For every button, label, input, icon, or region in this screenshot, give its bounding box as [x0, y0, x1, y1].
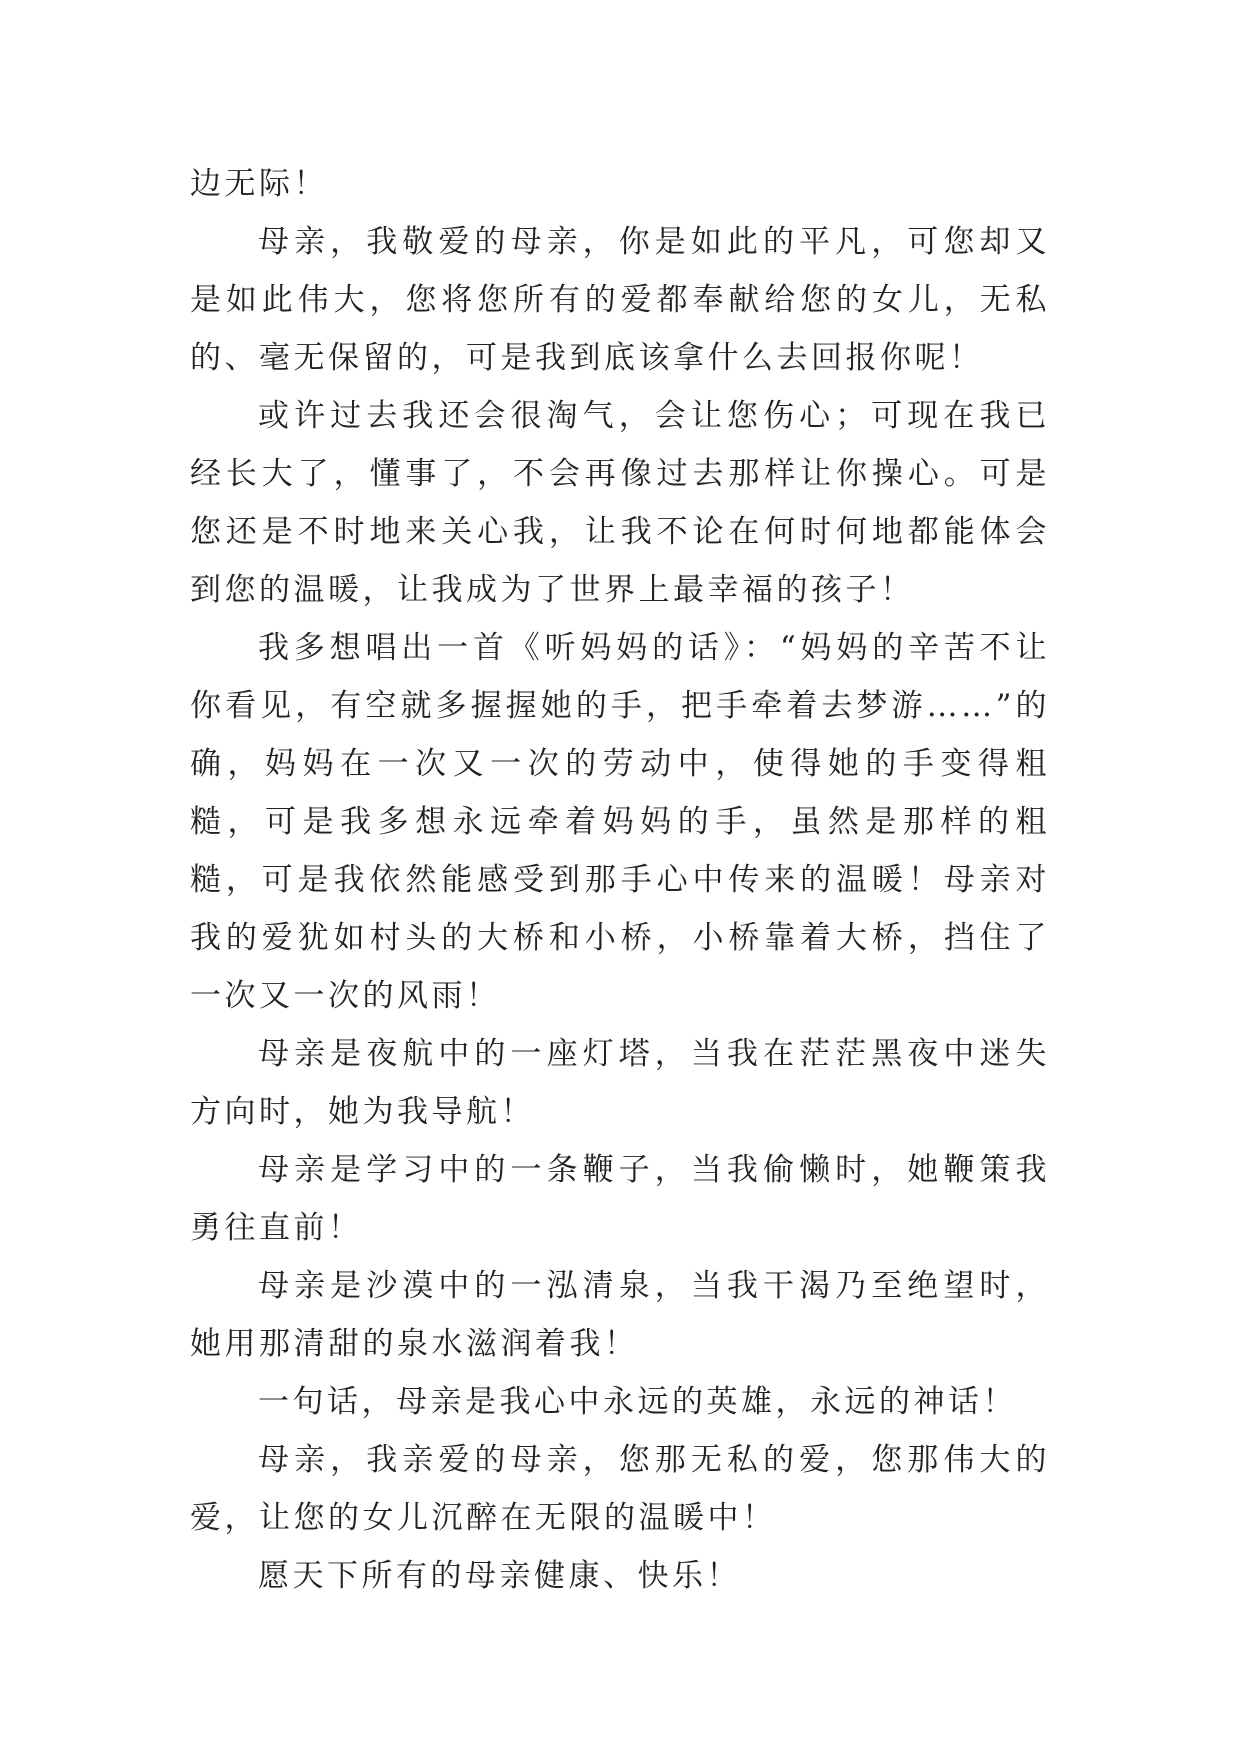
paragraph: 边无际！: [190, 166, 328, 202]
paragraph: 母亲是沙漠中的一泓清泉，当我干渴乃至绝望时，她用那清甜的泉水滋润着我！: [190, 1268, 1050, 1362]
document-body: [190, 155, 1050, 1605]
paragraph: 母亲，我亲爱的母亲，您那无私的爱，您那伟大的爱，让您的女儿沉醉在无限的温暖中！: [190, 1442, 1050, 1536]
paragraph: 母亲，我敬爱的母亲，你是如此的平凡，可您却又是如此伟大，您将您所有的爱都奉献给您的女儿，无私的、毫无保留的，可是我到底该拿什么去回报你呢！: [190, 224, 1050, 376]
paragraph: 我多想唱出一首《听妈妈的话》：“妈妈的辛苦不让你看见，有空就多握握她的手，把手牵着去梦游……”的确，妈妈在一次又一次的劳动中，使得她的手变得粗糙，可是我多想永远牵着妈妈的手，虽然是那样的粗糙，可是我依然能感受到那手心中传来的温暖！母亲对我的爱犹如村头的大桥和小桥，小桥靠着大桥，挡住了一次又一次的风雨！: [190, 630, 1050, 1014]
paragraph: 或许过去我还会很淘气，会让您伤心；可现在我已经长大了，懂事了，不会再像过去那样让你操心。可是您还是不时地来关心我，让我不论在何时何地都能体会到您的温暖，让我成为了世界上最幸福的孩子！: [190, 398, 1050, 608]
paragraph: 愿天下所有的母亲健康、快乐！: [258, 1558, 741, 1594]
paragraph: 母亲是学习中的一条鞭子，当我偷懒时，她鞭策我勇往直前！: [190, 1152, 1050, 1246]
paragraph: 一句话，母亲是我心中永远的英雄，永远的神话！: [258, 1384, 1017, 1420]
paragraph: 母亲是夜航中的一座灯塔，当我在茫茫黑夜中迷失方向时，她为我导航！: [190, 1036, 1050, 1130]
